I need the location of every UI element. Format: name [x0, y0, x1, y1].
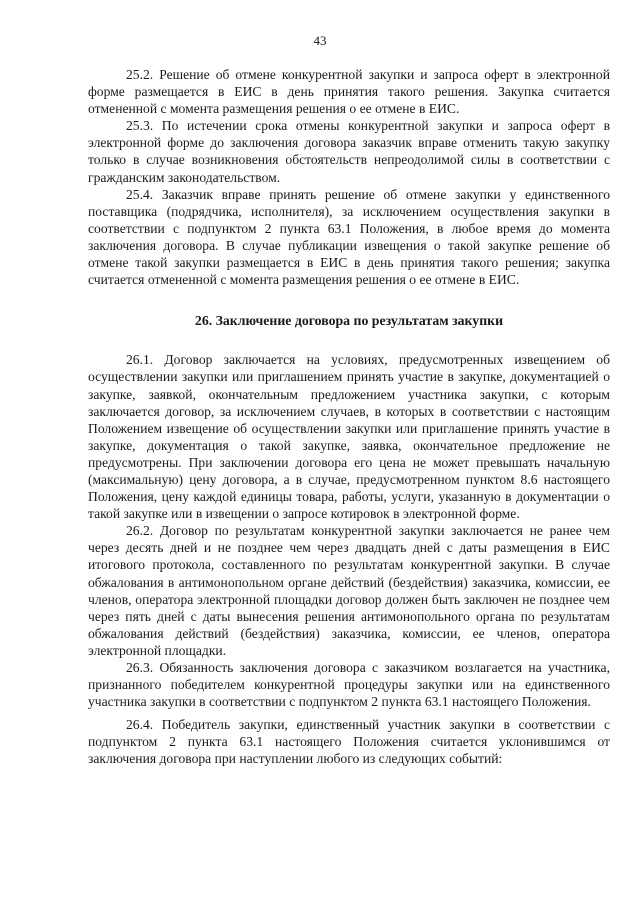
section-heading-26: 26. Заключение договора по результатам закупки — [194, 313, 504, 329]
page-content — [88, 66, 610, 768]
page-number: 43 — [313, 33, 327, 48]
paragraph-26-2: 26.2. Договор по результатам конкурентной закупки заключается не ранее чем через десять дней и не позднее чем через двадцать дней с даты размещения в ЕИС итогового протокола, составленного по результатам конкурентной закупки. В случае обжалования в антимонопольном органе действий (бездействия) заказчика, комиссии, ее членов, оператора электронной площадки договор должен быть заключен не позднее чем через пять дней с даты вынесения решения антимонопольного органа по результатам обжалования действий (бездействия) заказчика, комиссии, ее членов, оператора электронной площадки. — [88, 523, 610, 658]
paragraph-25-2: 25.2. Решение об отмене конкурентной закупки и запроса оферт в электронной форме размещается в ЕИС в день принятия такого решения. Закупка считается отмененной с момента размещения решения о ее отмене в ЕИС. — [88, 67, 610, 117]
paragraph-26-1: 26.1. Договор заключается на условиях, предусмотренных извещением об осуществлении закупки или приглашением принять участие в закупке, документацией о закупке, заявкой, окончательным предложением участника закупки, с которым заключается договор, за исключением случаев, в которых в соответствии с настоящим Положением извещение об осуществлении закупки или приглашение принять участие в закупке, документация о такой закупке, заявка, окончательное предложение не предусмотрены. При заключении договора его цена не может превышать начальную (максимальную) цену договора, а в случае, предусмотренном пунктом 8.6 настоящего Положения, цену каждой единицы товара, работы, услуги, указанную в документации о такой закупке или в извещении о запросе котировок в электронной форме. — [88, 352, 610, 522]
paragraph-25-3: 25.3. По истечении срока отмены конкурентной закупки и запроса оферт в электронной форме до заключения договора заказчик вправе отменить такую закупку только в случае возникновения обстоятельств непреодолимой силы в соответствии с гражданским законодательством. — [88, 118, 610, 185]
paragraph-25-4: 25.4. Заказчик вправе принять решение об отмене закупки у единственного поставщика (подрядчика, исполнителя), за исключением осуществления закупки в соответствии с подпунктом 2 пункта 63.1 Положения, в любое время до момента заключения договора. В случае публикации извещения о такой закупке решение об отмене такой закупки размещается в ЕИС в день принятия такого решения; закупка считается отмененной с момента размещения решения о ее отмене в ЕИС. — [88, 186, 610, 288]
paragraph-26-3: 26.3. Обязанность заключения договора с заказчиком возлагается на участника, признанного победителем конкурентной процедуры закупки или на единственного участника закупки в соответствии с подпунктом 2 пункта 63.1 настоящего Положения. — [88, 660, 610, 710]
paragraph-26-4: 26.4. Победитель закупки, единственный участник закупки в соответствии с подпунктом 2 пункта 63.1 настоящего Положения считается уклонившимся от заключения договора при наступлении любого из следующих событий: — [88, 717, 610, 767]
